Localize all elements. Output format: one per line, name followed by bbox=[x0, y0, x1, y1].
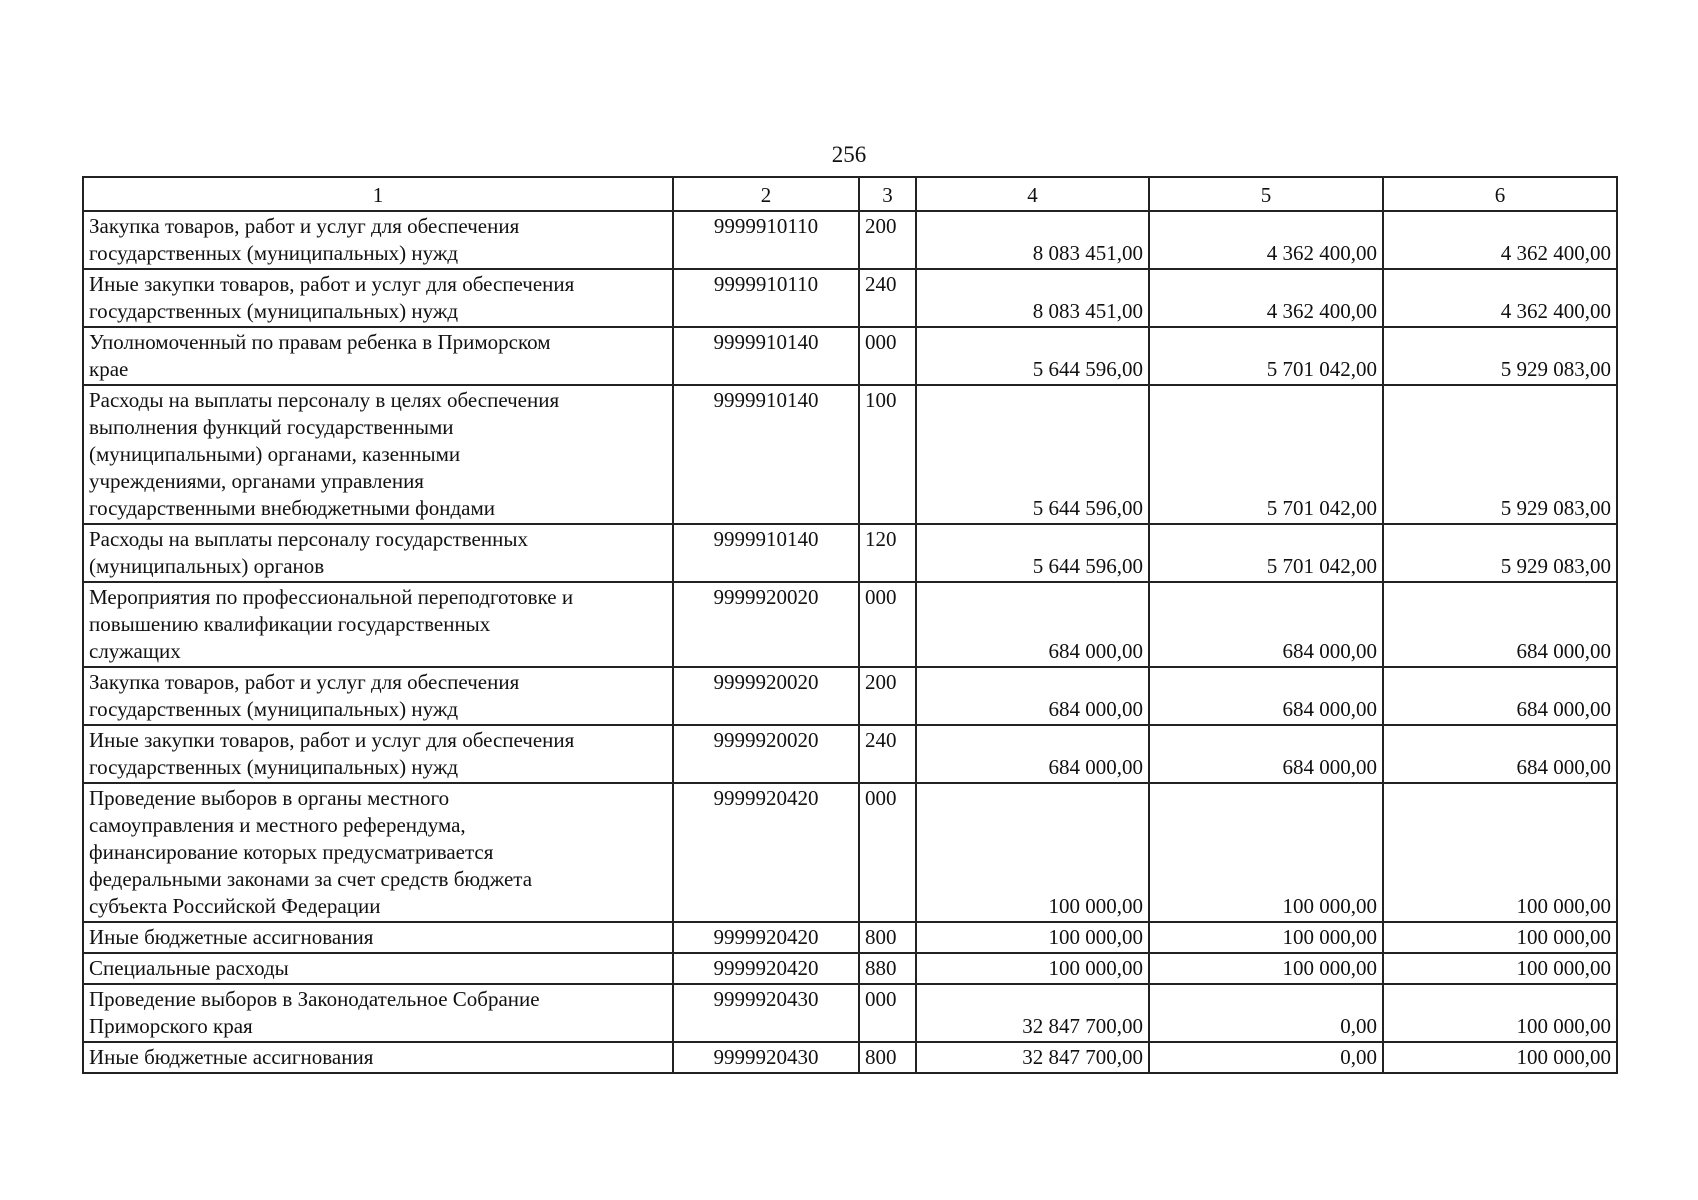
expense-name-cell bbox=[83, 922, 673, 953]
amount-col6-cell: 4 362 400,00 bbox=[1383, 269, 1617, 327]
expense-name-line: Расходы на выплаты персоналу государственных bbox=[89, 527, 528, 551]
target-code-cell: 9999910110 bbox=[673, 269, 859, 327]
expense-name-line: Иные бюджетные ассигнования bbox=[89, 1045, 374, 1069]
budget-table bbox=[82, 176, 1618, 1074]
expense-name-line: федеральными законами за счет средств бюджета bbox=[89, 867, 533, 891]
target-code-cell: 9999920420 bbox=[673, 783, 859, 922]
amount-col5-cell: 100 000,00 bbox=[1149, 783, 1383, 922]
table-body bbox=[83, 211, 1617, 1073]
amount-col6-cell: 4 362 400,00 bbox=[1383, 211, 1617, 269]
amount-col5-cell: 4 362 400,00 bbox=[1149, 269, 1383, 327]
column-header: 4 bbox=[916, 177, 1149, 211]
expense-name-cell bbox=[83, 524, 673, 582]
page-number: 256 bbox=[831, 142, 867, 167]
expense-name-line: (муниципальными) органами, казенными bbox=[89, 442, 461, 466]
table-row bbox=[83, 327, 1617, 385]
table-row bbox=[83, 211, 1617, 269]
expense-type-cell: 800 bbox=[859, 922, 916, 953]
expense-name-line: государственных (муниципальных) нужд bbox=[89, 697, 459, 721]
amount-col6-cell: 5 929 083,00 bbox=[1383, 385, 1617, 524]
expense-type-cell: 800 bbox=[859, 1042, 916, 1073]
expense-name-cell bbox=[83, 211, 673, 269]
amount-col4-cell: 684 000,00 bbox=[916, 725, 1149, 783]
amount-col4-cell: 5 644 596,00 bbox=[916, 524, 1149, 582]
amount-col5-cell: 0,00 bbox=[1149, 1042, 1383, 1073]
target-code-cell: 9999920020 bbox=[673, 667, 859, 725]
amount-col5-cell: 0,00 bbox=[1149, 984, 1383, 1042]
target-code-cell: 9999920020 bbox=[673, 582, 859, 667]
amount-col6-cell: 100 000,00 bbox=[1383, 984, 1617, 1042]
amount-col4-cell: 100 000,00 bbox=[916, 953, 1149, 984]
amount-col6-cell: 684 000,00 bbox=[1383, 582, 1617, 667]
expense-name-cell bbox=[83, 385, 673, 524]
expense-name-line: Расходы на выплаты персоналу в целях обеспечения bbox=[89, 388, 560, 412]
target-code-cell: 9999920420 bbox=[673, 953, 859, 984]
expense-name-line: служащих bbox=[89, 639, 181, 663]
expense-name-line: (муниципальных) органов bbox=[89, 554, 325, 578]
table-row bbox=[83, 725, 1617, 783]
expense-name-line: государственными внебюджетными фондами bbox=[89, 496, 496, 520]
amount-col5-cell: 100 000,00 bbox=[1149, 922, 1383, 953]
expense-name-line: финансирование которых предусматривается bbox=[89, 840, 494, 864]
column-header: 2 bbox=[673, 177, 859, 211]
target-code-cell: 9999920420 bbox=[673, 922, 859, 953]
expense-name-line: Приморского края bbox=[89, 1014, 253, 1038]
expense-type-cell: 000 bbox=[859, 327, 916, 385]
expense-name-line: государственных (муниципальных) нужд bbox=[89, 755, 459, 779]
expense-name-cell bbox=[83, 783, 673, 922]
column-header: 5 bbox=[1149, 177, 1383, 211]
expense-name-line: Мероприятия по профессиональной переподготовке и bbox=[89, 585, 574, 609]
amount-col5-cell: 684 000,00 bbox=[1149, 582, 1383, 667]
target-code-cell: 9999910110 bbox=[673, 211, 859, 269]
expense-type-cell: 200 bbox=[859, 667, 916, 725]
expense-name-line: Уполномоченный по правам ребенка в Приморском bbox=[89, 330, 551, 354]
expense-name-cell bbox=[83, 327, 673, 385]
table-row bbox=[83, 984, 1617, 1042]
table-row bbox=[83, 783, 1617, 922]
expense-name-line: учреждениями, органами управления bbox=[89, 469, 424, 493]
expense-name-cell bbox=[83, 953, 673, 984]
table-row bbox=[83, 922, 1617, 953]
target-code-cell: 9999920430 bbox=[673, 984, 859, 1042]
target-code-cell: 9999910140 bbox=[673, 524, 859, 582]
expense-name-line: Проведение выборов в органы местного bbox=[89, 786, 450, 810]
expense-name-cell bbox=[83, 725, 673, 783]
amount-col4-cell: 100 000,00 bbox=[916, 783, 1149, 922]
amount-col5-cell: 5 701 042,00 bbox=[1149, 524, 1383, 582]
table-row bbox=[83, 1042, 1617, 1073]
amount-col5-cell: 684 000,00 bbox=[1149, 667, 1383, 725]
target-code-cell: 9999920020 bbox=[673, 725, 859, 783]
expense-name-cell bbox=[83, 1042, 673, 1073]
amount-col6-cell: 5 929 083,00 bbox=[1383, 524, 1617, 582]
amount-col6-cell: 684 000,00 bbox=[1383, 725, 1617, 783]
expense-type-cell: 240 bbox=[859, 725, 916, 783]
expense-name-line: крае bbox=[89, 357, 129, 381]
amount-col6-cell: 100 000,00 bbox=[1383, 783, 1617, 922]
target-code-cell: 9999910140 bbox=[673, 385, 859, 524]
expense-name-cell bbox=[83, 984, 673, 1042]
amount-col5-cell: 5 701 042,00 bbox=[1149, 385, 1383, 524]
amount-col5-cell: 100 000,00 bbox=[1149, 953, 1383, 984]
amount-col5-cell: 4 362 400,00 bbox=[1149, 211, 1383, 269]
amount-col4-cell: 100 000,00 bbox=[916, 922, 1149, 953]
expense-name-line: государственных (муниципальных) нужд bbox=[89, 241, 459, 265]
table-row bbox=[83, 269, 1617, 327]
amount-col4-cell: 684 000,00 bbox=[916, 667, 1149, 725]
table-row bbox=[83, 582, 1617, 667]
amount-col4-cell: 8 083 451,00 bbox=[916, 211, 1149, 269]
column-header: 1 bbox=[83, 177, 673, 211]
expense-name-line: выполнения функций государственными bbox=[89, 415, 454, 439]
expense-type-cell: 200 bbox=[859, 211, 916, 269]
table-row bbox=[83, 385, 1617, 524]
expense-name-line: Иные закупки товаров, работ и услуг для обеспечения bbox=[89, 728, 575, 752]
expense-type-cell: 100 bbox=[859, 385, 916, 524]
expense-name-line: Проведение выборов в Законодательное Собрание bbox=[89, 987, 540, 1011]
amount-col6-cell: 100 000,00 bbox=[1383, 953, 1617, 984]
column-header: 6 bbox=[1383, 177, 1617, 211]
expense-name-cell bbox=[83, 582, 673, 667]
expense-name-line: субъекта Российской Федерации bbox=[89, 894, 381, 918]
amount-col6-cell: 100 000,00 bbox=[1383, 1042, 1617, 1073]
amount-col4-cell: 32 847 700,00 bbox=[916, 984, 1149, 1042]
amount-col5-cell: 5 701 042,00 bbox=[1149, 327, 1383, 385]
expense-name-line: Иные бюджетные ассигнования bbox=[89, 925, 374, 949]
amount-col6-cell: 5 929 083,00 bbox=[1383, 327, 1617, 385]
expense-name-cell bbox=[83, 667, 673, 725]
expense-name-cell bbox=[83, 269, 673, 327]
amount-col6-cell: 100 000,00 bbox=[1383, 922, 1617, 953]
target-code-cell: 9999920430 bbox=[673, 1042, 859, 1073]
table-row bbox=[83, 524, 1617, 582]
table-header-row bbox=[83, 177, 1617, 211]
expense-name-line: Закупка товаров, работ и услуг для обеспечения bbox=[89, 670, 520, 694]
expense-type-cell: 120 bbox=[859, 524, 916, 582]
expense-type-cell: 240 bbox=[859, 269, 916, 327]
expense-type-cell: 000 bbox=[859, 783, 916, 922]
table-row bbox=[83, 667, 1617, 725]
amount-col4-cell: 5 644 596,00 bbox=[916, 385, 1149, 524]
amount-col4-cell: 5 644 596,00 bbox=[916, 327, 1149, 385]
expense-type-cell: 880 bbox=[859, 953, 916, 984]
amount-col4-cell: 684 000,00 bbox=[916, 582, 1149, 667]
expense-name-line: самоуправления и местного референдума, bbox=[89, 813, 466, 837]
expense-name-line: Закупка товаров, работ и услуг для обеспечения bbox=[89, 214, 520, 238]
amount-col4-cell: 32 847 700,00 bbox=[916, 1042, 1149, 1073]
expense-name-line: Иные закупки товаров, работ и услуг для обеспечения bbox=[89, 272, 575, 296]
expense-name-line: повышению квалификации государственных bbox=[89, 612, 491, 636]
amount-col5-cell: 684 000,00 bbox=[1149, 725, 1383, 783]
target-code-cell: 9999910140 bbox=[673, 327, 859, 385]
expense-name-line: Специальные расходы bbox=[89, 956, 289, 980]
expense-type-cell: 000 bbox=[859, 582, 916, 667]
expense-type-cell: 000 bbox=[859, 984, 916, 1042]
column-header: 3 bbox=[859, 177, 916, 211]
amount-col6-cell: 684 000,00 bbox=[1383, 667, 1617, 725]
expense-name-line: государственных (муниципальных) нужд bbox=[89, 299, 459, 323]
table-row bbox=[83, 953, 1617, 984]
amount-col4-cell: 8 083 451,00 bbox=[916, 269, 1149, 327]
